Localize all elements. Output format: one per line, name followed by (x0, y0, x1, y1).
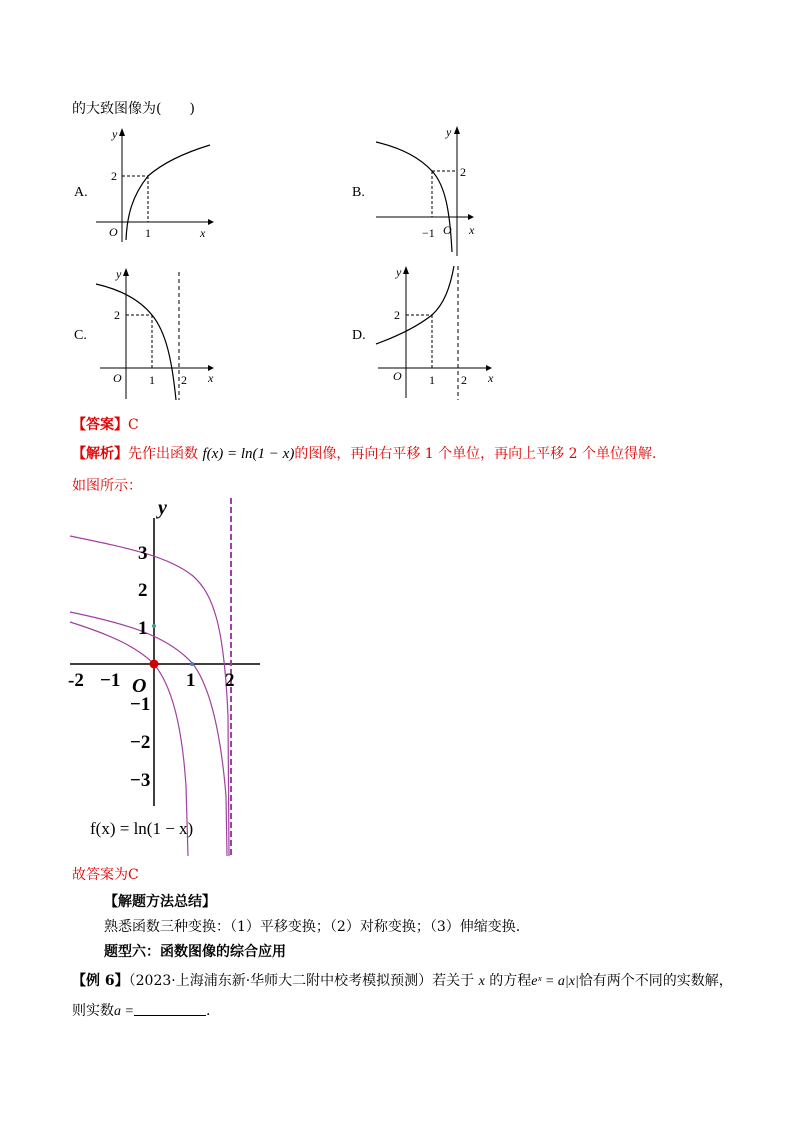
example-line-1 (72, 970, 733, 990)
option-c-origin: O (113, 371, 122, 385)
example-source: （2023·上海浦东新·华师大二附中校考模拟预测）若关于 (128, 973, 475, 989)
graph-y-tick-2: 2 (138, 580, 148, 601)
type-title: 题型六：函数图像的综合应用 (104, 944, 286, 960)
option-a-y-label: y (112, 127, 118, 141)
answer-blank[interactable] (134, 1003, 206, 1016)
option-a-graph (92, 126, 217, 244)
option-a-tick-x: 1 (145, 226, 151, 240)
point-y1 (152, 624, 156, 628)
option-b-tick-x: −1 (422, 226, 435, 240)
option-b-label: B. (352, 185, 365, 200)
example-mid: 的方程 (489, 973, 532, 989)
graph-y-tick-neg3: −3 (130, 770, 151, 791)
option-c-tick-x1: 1 (149, 373, 155, 387)
option-d-tick-x1: 1 (429, 373, 435, 387)
example-line2: 则实数 (72, 1003, 114, 1019)
example-var: x (478, 974, 485, 989)
as-shown: 如图所示： (72, 478, 142, 494)
option-c-x-label: x (208, 371, 214, 385)
answer-tag: 【答案】 (72, 417, 128, 433)
conclusion-line (72, 864, 139, 884)
graph-caption: f(x) = ln(1 − x) (90, 819, 194, 838)
option-d-tick-y: 2 (394, 308, 400, 322)
option-b-graph (372, 124, 487, 259)
option-c-tick-y: 2 (114, 308, 120, 322)
option-d-x-label: x (488, 371, 494, 385)
option-d-tick-x2: 2 (461, 373, 467, 387)
example-tail: 恰有两个不同的实数解， (578, 973, 733, 989)
answer-value: C (128, 417, 139, 433)
graph-y-label: y (158, 497, 167, 519)
option-d-label: D. (352, 328, 366, 343)
graph-y-tick-neg2: −2 (130, 732, 151, 753)
example-line2-var: a = (114, 1004, 134, 1019)
graph-y-tick-neg1: −1 (130, 694, 151, 715)
option-a-label: A. (74, 185, 88, 200)
example-tag: 【例 6】 (72, 973, 129, 989)
option-a-x-label: x (200, 226, 206, 240)
question-tail: 的大致图像为( ) (72, 101, 195, 117)
method-title: 【解题方法总结】 (104, 894, 216, 910)
option-a-tick-y: 2 (111, 169, 117, 183)
option-b-origin: O (443, 223, 452, 237)
analysis-tag: 【解析】 (72, 446, 128, 462)
option-d-y-label: y (396, 265, 402, 279)
analysis-post: 的图像，再向右平移 1 个单位，再向上平移 2 个单位得解. (294, 446, 657, 462)
graph-y-tick-3: 3 (138, 543, 148, 564)
origin-point (150, 660, 159, 669)
option-d-graph (372, 262, 502, 402)
method-body: 熟悉函数三种变换：（1）平移变换；（2）对称变换；（3）伸缩变换. (104, 919, 521, 935)
example-line-2 (72, 1000, 210, 1020)
graph-x-tick-2: 2 (225, 670, 235, 691)
example-line2-end: . (205, 1003, 211, 1019)
analysis-formula: f(x) = ln(1 − x) (202, 446, 295, 462)
option-b-x-label: x (469, 223, 475, 237)
example-equation: eˣ = a|x| (531, 974, 579, 989)
option-d-origin: O (393, 369, 402, 383)
option-c-tick-x2: 2 (181, 373, 187, 387)
option-c-graph (92, 264, 222, 404)
graph-x-tick-neg2: -2 (68, 670, 84, 691)
graph-x-tick-1: 1 (186, 670, 196, 691)
option-c-y-label: y (116, 267, 122, 281)
option-a-origin: O (109, 225, 118, 239)
option-c-label: C. (74, 328, 87, 343)
graph-y-tick-1: 1 (138, 618, 148, 639)
function-graph (68, 496, 268, 858)
option-b-y-label: y (446, 125, 452, 139)
graph-origin: O (132, 675, 147, 697)
conclusion-value: C (128, 867, 139, 883)
answer-line (72, 414, 139, 434)
conclusion-text: 故答案为 (72, 867, 128, 883)
point-x1 (190, 662, 194, 666)
graph-x-tick-neg1: −1 (100, 670, 121, 691)
analysis-pre: 先作出函数 (128, 446, 198, 462)
option-b-tick-y: 2 (460, 165, 466, 179)
analysis-line (72, 443, 656, 463)
